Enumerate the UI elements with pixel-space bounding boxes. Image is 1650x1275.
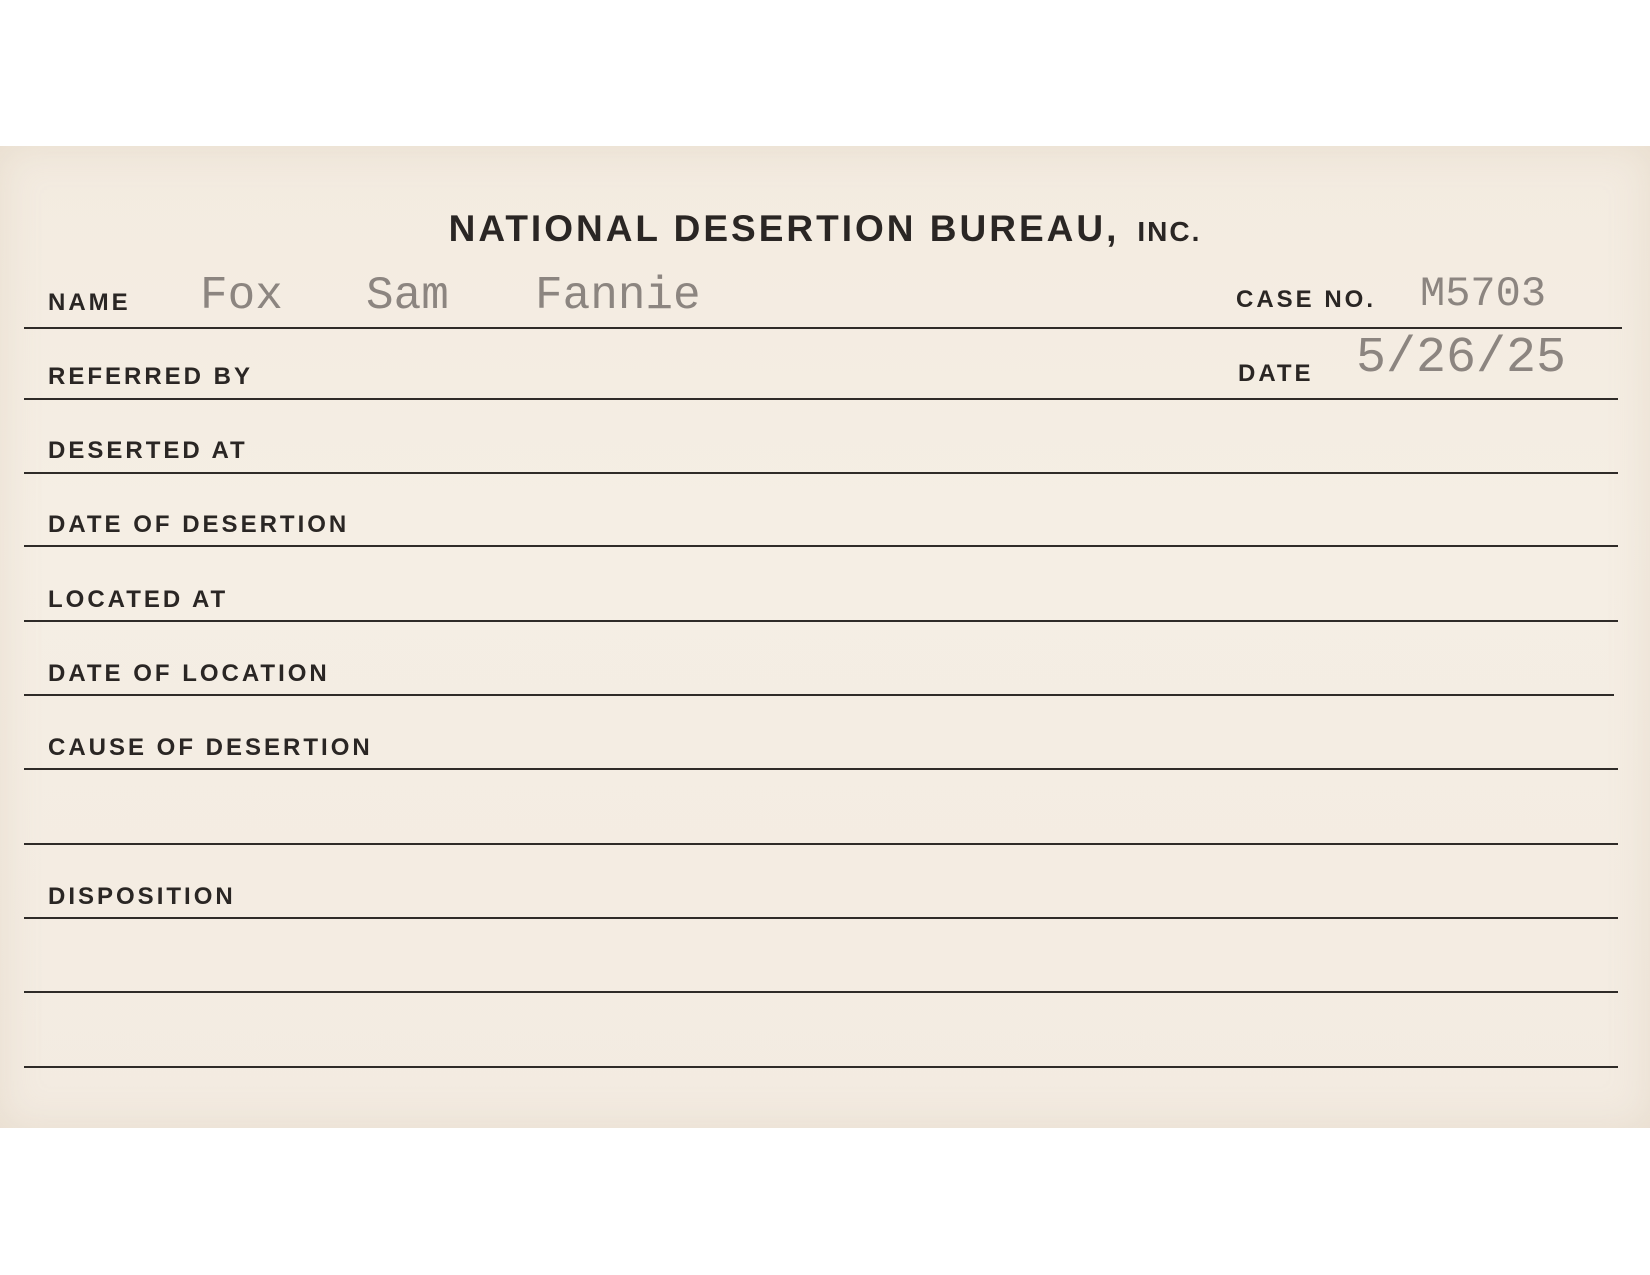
cause-of-desertion-label: CAUSE OF DESERTION	[48, 734, 373, 761]
disposition-label: DISPOSITION	[48, 883, 236, 910]
bureau-suffix: INC.	[1137, 216, 1202, 247]
referred-by-rule	[24, 398, 1618, 400]
date-value: 5/26/25	[1356, 330, 1567, 387]
case-no-value: M5703	[1420, 270, 1547, 318]
date-label: DATE	[1238, 360, 1314, 387]
located-at-label: LOCATED AT	[48, 586, 229, 613]
name-first-value: Sam	[366, 270, 449, 322]
date-of-desertion-label: DATE OF DESERTION	[48, 511, 350, 538]
cause-of-desertion-rule	[24, 768, 1618, 770]
name-last-value: Fox	[200, 270, 283, 322]
card-title	[0, 208, 1650, 250]
date-of-location-rule	[24, 694, 1614, 696]
name-label: NAME	[48, 289, 131, 316]
desertion-record-card	[0, 146, 1650, 1128]
located-at-rule	[24, 620, 1618, 622]
referred-by-label: REFERRED BY	[48, 363, 254, 390]
date-of-desertion-rule	[24, 545, 1618, 547]
deserted-at-label: DESERTED AT	[48, 437, 248, 464]
cause-continuation-rule	[24, 843, 1618, 845]
name-spouse-value: Fannie	[535, 270, 701, 322]
disposition-continuation-rule-2	[24, 1066, 1618, 1068]
disposition-continuation-rule-1	[24, 991, 1618, 993]
case-no-label: CASE NO.	[1236, 286, 1377, 313]
name-rule	[24, 327, 1622, 329]
deserted-at-rule	[24, 472, 1618, 474]
bureau-name: NATIONAL DESERTION BUREAU,	[448, 208, 1120, 249]
disposition-rule	[24, 917, 1618, 919]
date-of-location-label: DATE OF LOCATION	[48, 660, 330, 687]
